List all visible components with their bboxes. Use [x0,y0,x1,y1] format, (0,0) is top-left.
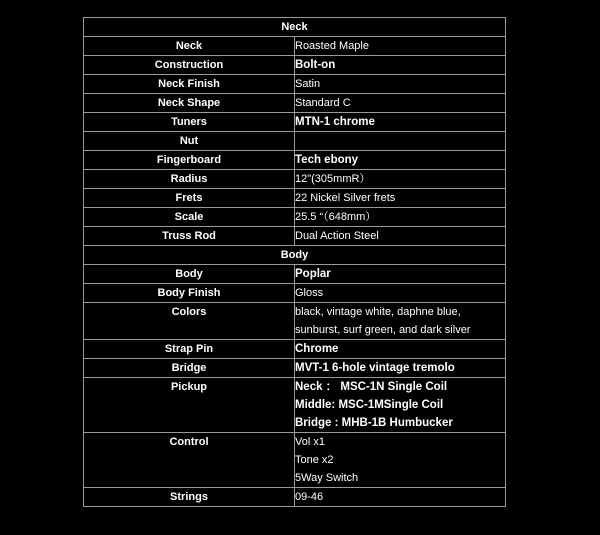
spec-label: Body [84,265,295,284]
spec-row [84,94,506,113]
spec-value-line: Vol x1 [295,436,325,448]
spec-value-line: Tech ebony [295,154,359,166]
spec-value [295,359,506,378]
section-header-row [84,246,506,265]
spec-value-line: Standard C [295,97,351,109]
spec-row [84,433,506,488]
spec-value-line: 5Way Switch [295,472,359,484]
spec-row [84,303,506,340]
spec-row [84,170,506,189]
spec-label: Scale [84,208,295,227]
spec-label: Body Finish [84,284,295,303]
section-title: Body [84,246,506,265]
spec-value-line: Middle: MSC-1MSingle Coil [295,399,444,411]
section-header-row [84,18,506,37]
spec-value [295,37,506,56]
spec-row [84,189,506,208]
spec-value-line: 09-46 [295,491,324,503]
spec-row [84,56,506,75]
spec-row [84,284,506,303]
spec-table [83,17,506,507]
spec-value [295,94,506,113]
spec-value-line: Roasted Maple [295,40,369,52]
spec-value [295,56,506,75]
spec-row [84,359,506,378]
spec-label: Strings [84,488,295,507]
spec-value [295,433,506,488]
spec-value-line: Bridge : MHB-1B Humbucker [295,417,453,429]
spec-row [84,227,506,246]
spec-value [295,151,506,170]
spec-value-line: Dual Action Steel [295,230,379,242]
spec-value [295,488,506,507]
spec-label: Neck [84,37,295,56]
spec-label: Construction [84,56,295,75]
spec-value-line: Gloss [295,287,324,299]
spec-row [84,132,506,151]
spec-label: Neck Shape [84,94,295,113]
spec-row [84,378,506,433]
spec-value [295,340,506,359]
spec-label: Bridge [84,359,295,378]
spec-value-line: Satin [295,78,321,90]
spec-row [84,340,506,359]
spec-value-line: MVT-1 6-hole vintage tremolo [295,362,455,374]
spec-label: Colors [84,303,295,340]
spec-value-line: Poplar [295,268,331,280]
spec-value [295,227,506,246]
spec-value-line: 22 Nickel Silver frets [295,192,396,204]
spec-row [84,151,506,170]
spec-value [295,284,506,303]
spec-row [84,208,506,227]
spec-value [295,378,506,433]
spec-label: Radius [84,170,295,189]
spec-label: Control [84,433,295,488]
spec-label: Frets [84,189,295,208]
spec-label: Nut [84,132,295,151]
spec-value-line: Chrome [295,343,339,355]
spec-value-line: 25.5 “（648mm） [295,211,377,223]
spec-label: Strap Pin [84,340,295,359]
spec-label: Pickup [84,378,295,433]
spec-row [84,75,506,94]
spec-value [295,132,506,151]
spec-value-line: MTN-1 chrome [295,116,375,128]
spec-row [84,113,506,132]
spec-value [295,75,506,94]
spec-value [295,189,506,208]
spec-value-line: black, vintage white, daphne blue, sunburst, surf green, and dark silver [295,306,471,336]
spec-value-line: Neck ： MSC-1N Single Coil [295,381,448,393]
spec-value [295,113,506,132]
spec-table-body [84,18,506,507]
section-title: Neck [84,18,506,37]
spec-row [84,265,506,284]
spec-value-line: Bolt-on [295,59,336,71]
spec-value [295,303,506,340]
spec-value [295,170,506,189]
spec-row [84,37,506,56]
spec-label: Tuners [84,113,295,132]
spec-label: Neck Finish [84,75,295,94]
spec-row [84,488,506,507]
spec-value [295,265,506,284]
spec-label: Fingerboard [84,151,295,170]
spec-value-line: Tone x2 [295,454,334,466]
spec-value-line [295,132,505,150]
spec-value-line: 12"(305mmR） [295,173,371,185]
spec-value [295,208,506,227]
spec-label: Truss Rod [84,227,295,246]
